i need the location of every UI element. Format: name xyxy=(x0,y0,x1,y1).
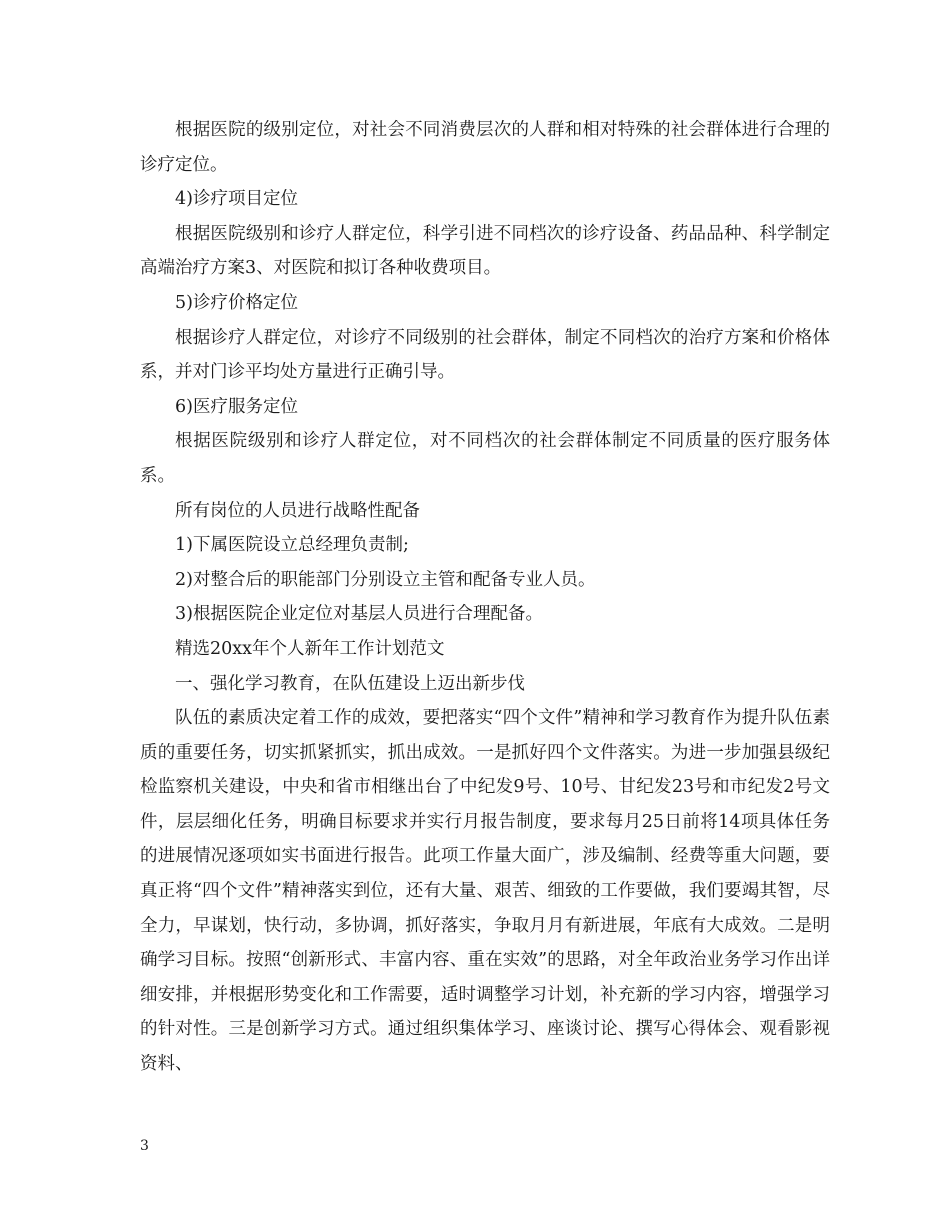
heading-staffing: 所有岗位的人员进行战略性配备 xyxy=(175,500,420,521)
paragraph-level-positioning: 根据医院的级别定位，对社会不同消费层次的人群和相对特殊的社会群体进行合理的诊疗定位。 xyxy=(140,120,830,175)
paragraph-treatment-items: 根据医院级别和诊疗人群定位，科学引进不同档次的诊疗设备、药品品种、科学制定高端治疗方案3、对医院和拟订各种收费项目。 xyxy=(140,223,830,279)
list-item-staffing-1: 1)下属医院设立总经理负责制; xyxy=(175,535,409,556)
list-item-staffing-3: 3)根据医院企业定位对基层人员进行合理配备。 xyxy=(175,604,543,625)
paragraph-team-building: 队伍的素质决定着工作的成效，要把落实“四个文件”精神和学习教育作为提升队伍素质的重要任务，切实抓紧抓实，抓出成效。一是抓好四个文件落实。为进一步加强县级纪检监察机关建设，中央和省市相继出台了中纪发9号、10号、甘纪发23号和市纪发2号文件，层层细化任务，明确目标要求并实行月报告制度，要求每月25日前将14项具体任务的进展情况逐项如实书面进行报告。此项工作量大面广，涉及编制、经费等重大问题，要真正将“四个文件”精神落实到位，还有大量、艰苦、细致的工作要做，我们要竭其智，尽全力，早谋划，快行动，多协调，抓好落实，争取月月有新进展，年底有大成效。二是明确学习目标。按照“创新形式、丰富内容、重在实效”的思路，对全年政治业务学习作出详细安排，并根据形势变化和工作需要，适时调整学习计划，补充新的学习内容，增强学习的针对性。三是创新学习方式。通过组织集体学习、座谈讨论、撰写心得体会、观看影视资料、 xyxy=(140,708,830,1075)
heading-medical-service-positioning: 6)医疗服务定位 xyxy=(175,396,298,417)
article-title: 精选20xx年个人新年工作计划范文 xyxy=(175,638,445,659)
heading-treatment-item-positioning: 4)诊疗项目定位 xyxy=(175,189,298,210)
paragraph-treatment-price: 根据诊疗人群定位，对诊疗不同级别的社会群体，制定不同档次的治疗方案和价格体系，并对门诊平均处方量进行正确引导。 xyxy=(140,327,830,383)
paragraph-medical-service: 根据医院级别和诊疗人群定位，对不同档次的社会群体制定不同质量的医疗服务体系。 xyxy=(140,431,830,486)
document-body xyxy=(140,113,830,1082)
heading-treatment-price-positioning: 5)诊疗价格定位 xyxy=(175,292,298,313)
section-heading-1: 一、强化学习教育，在队伍建设上迈出新步伐 xyxy=(175,673,525,694)
page-number: 3 xyxy=(140,1138,149,1154)
list-item-staffing-2: 2)对整合后的职能部门分别设立主管和配备专业人员。 xyxy=(175,569,596,590)
